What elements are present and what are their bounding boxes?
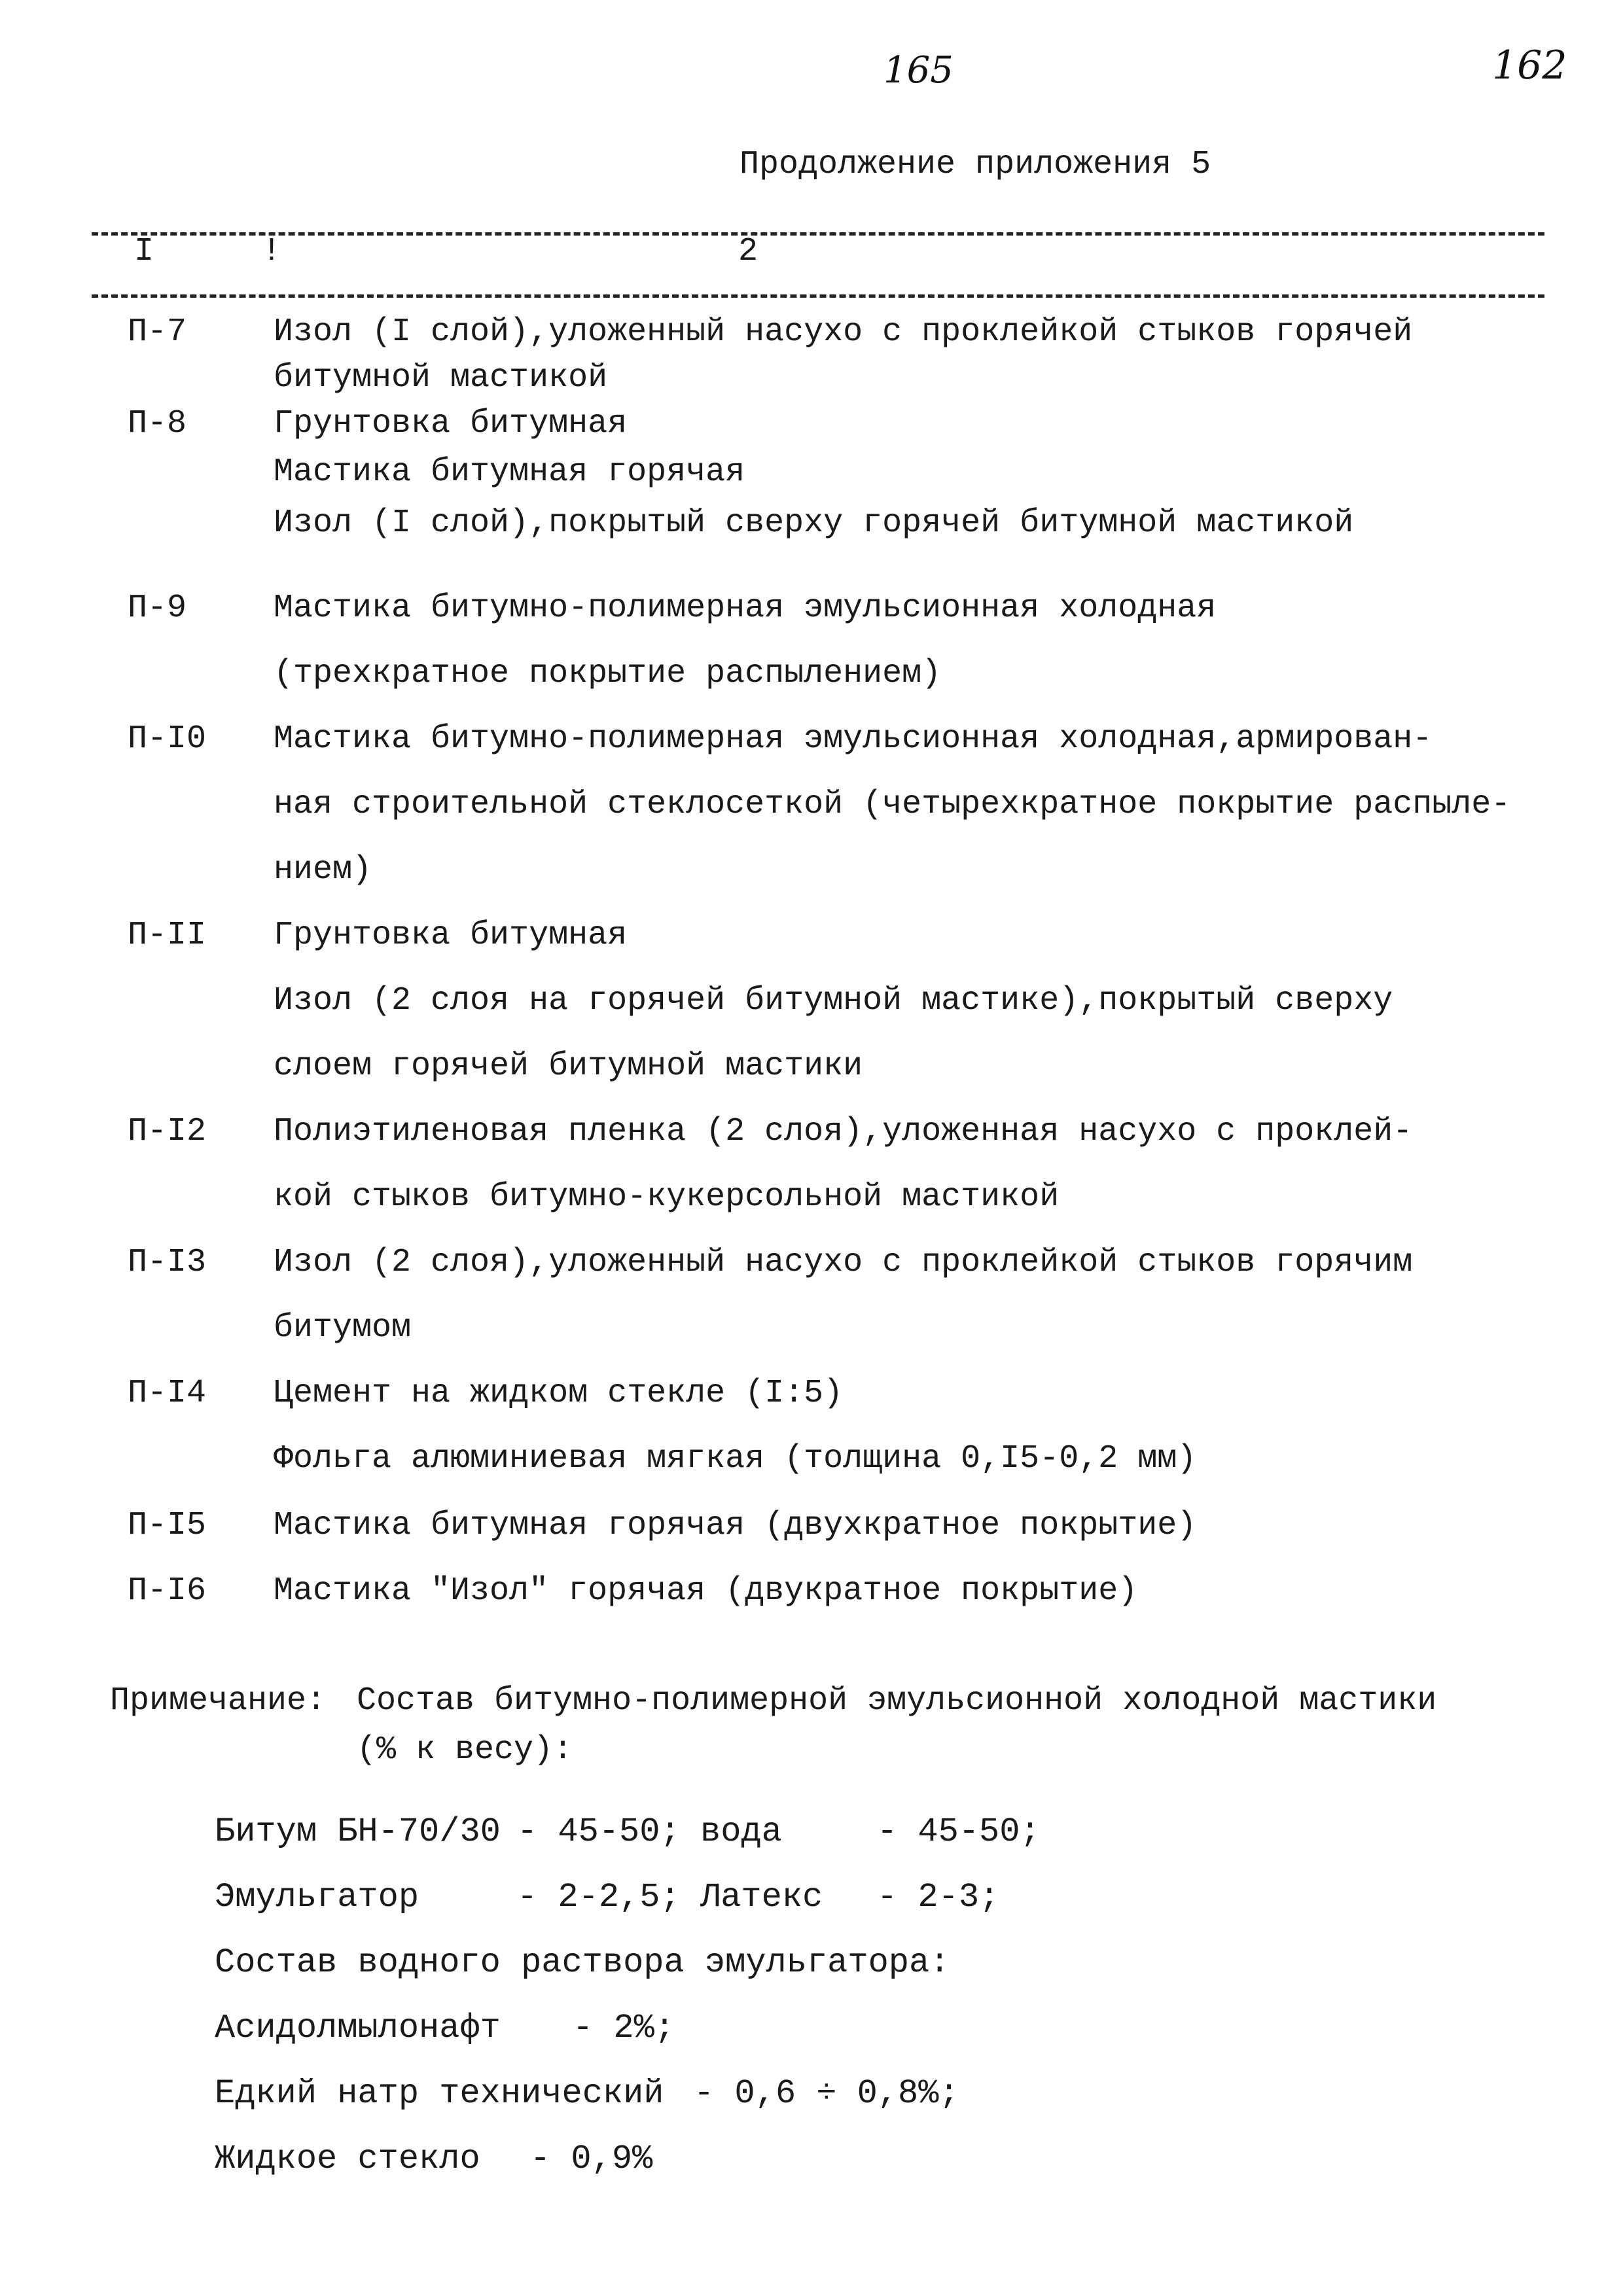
- row-text: Мастика битумная горячая (двухкратное покрытие): [274, 1507, 1197, 1544]
- column-1-header: I: [134, 233, 154, 270]
- solution-title: Состав водного раствора эмульгатора:: [215, 1943, 950, 1982]
- composition-name: Латекс: [700, 1878, 823, 1916]
- row-code: П-9: [128, 590, 187, 627]
- row-text: битумной мастикой: [274, 359, 608, 397]
- row-code: П-I0: [128, 720, 207, 758]
- solution-name: Жидкое стекло: [215, 2140, 480, 2178]
- row-code: П-I3: [128, 1244, 207, 1281]
- page-number-handwritten: 165: [883, 49, 954, 92]
- row-text: нием): [274, 851, 372, 889]
- note-text: (% к весу):: [357, 1731, 573, 1769]
- row-text: Изол (2 слоя на горячей битумной мастике),покрытый сверху: [274, 982, 1393, 1019]
- row-text: Грунтовка битумная: [274, 917, 628, 954]
- composition-name: Эмульгатор: [215, 1878, 419, 1916]
- row-text: кой стыков битумно-кукерсольной мастикой: [274, 1178, 1060, 1216]
- column-2-header: 2: [738, 233, 758, 270]
- row-code: П-II: [128, 917, 207, 954]
- row-text: Изол (I слой),покрытый сверху горячей битумной мастикой: [274, 504, 1354, 542]
- composition-name: Битум БН-70/30: [215, 1812, 501, 1851]
- note-text: Состав битумно-полимерной эмульсионной холодной мастики: [357, 1682, 1437, 1720]
- note-label: Примечание:: [110, 1682, 327, 1720]
- row-text: Фольга алюминиевая мягкая (толщина 0,I5-0,2 мм): [274, 1440, 1197, 1477]
- table-header-rule: [92, 294, 1544, 298]
- table-top-rule: [92, 232, 1544, 236]
- row-text: ная строительной стеклосеткой (четырехкратное покрытие распыле-: [274, 786, 1511, 823]
- composition-value: - 45-50;: [877, 1812, 1041, 1851]
- composition-value: - 45-50;: [517, 1812, 681, 1851]
- row-text: Цемент на жидком стекле (I:5): [274, 1375, 844, 1412]
- row-code: П-I2: [128, 1113, 207, 1150]
- row-code: П-I6: [128, 1572, 207, 1610]
- row-text: Мастика битумно-полимерная эмульсионная холодная,армирован-: [274, 720, 1433, 758]
- row-code: П-7: [128, 313, 187, 351]
- row-text: Изол (I слой),уложенный насухо с проклейкой стыков горячей: [274, 313, 1413, 351]
- row-text: Мастика битумно-полимерная эмульсионная холодная: [274, 590, 1217, 627]
- composition-value: - 2-3;: [877, 1878, 1000, 1916]
- row-text: Мастика "Изол" горячая (двукратное покрытие): [274, 1572, 1138, 1610]
- page-number-stamp: 162: [1492, 43, 1567, 88]
- row-code: П-8: [128, 405, 187, 442]
- row-text: (трехкратное покрытие распылением): [274, 655, 942, 692]
- row-text: Изол (2 слоя),уложенный насухо с проклейкой стыков горячим: [274, 1244, 1413, 1281]
- appendix-heading: Продолжение приложения 5: [740, 146, 1211, 183]
- row-code: П-I5: [128, 1507, 207, 1544]
- solution-name: Асидолмылонафт: [215, 2009, 501, 2047]
- row-text: Грунтовка битумная: [274, 405, 628, 442]
- row-code: П-I4: [128, 1375, 207, 1412]
- solution-value: - 0,9%: [530, 2140, 653, 2178]
- row-text: Полиэтиленовая пленка (2 слоя),уложенная насухо с проклей-: [274, 1113, 1413, 1150]
- row-text: слоем горячей битумной мастики: [274, 1048, 863, 1085]
- solution-name: Едкий натр технический: [215, 2074, 664, 2113]
- composition-value: - 2-2,5;: [517, 1878, 681, 1916]
- solution-value: - 2%;: [573, 2009, 675, 2047]
- solution-value: - 0,6 ÷ 0,8%;: [694, 2074, 959, 2113]
- composition-name: вода: [700, 1812, 782, 1851]
- row-text: битумом: [274, 1309, 412, 1347]
- row-text: Мастика битумная горячая: [274, 453, 745, 491]
- column-separator: !: [262, 233, 282, 270]
